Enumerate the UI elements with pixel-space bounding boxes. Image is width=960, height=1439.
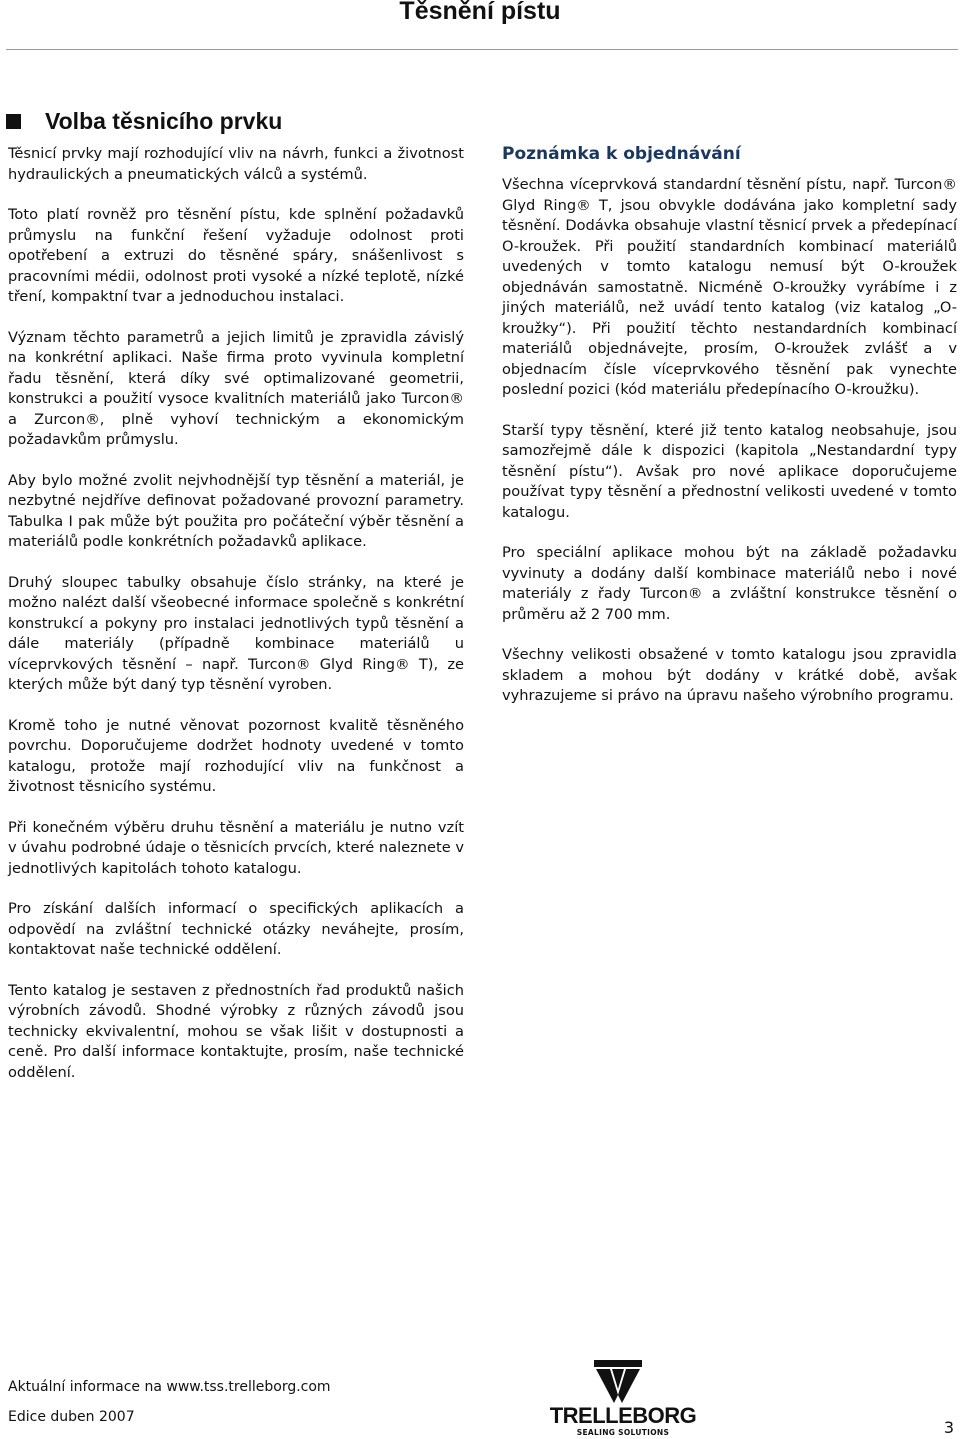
left-column xyxy=(8,144,464,1103)
footer-edition: Edice duben 2007 xyxy=(8,1409,135,1425)
logo-wordmark: TRELLEBORG xyxy=(549,1403,697,1428)
ordering-note-title: Poznámka k objednávání xyxy=(502,144,741,164)
header-divider xyxy=(6,49,958,50)
left-paragraph-2: Toto platí rovněž pro těsnění pístu, kde splnění požadavků průmyslu na funkční řešení vyžaduje odolnost proti opotřebení a extruzi do těsněné spáry, snášenlivost s pracovními médii, odolnost proti vysoké a nízké teplotě, nízké tření, kompaktní tvar a jednoduchou instalaci. xyxy=(8,206,464,305)
left-paragraph-1: Těsnicí prvky mají rozhodující vliv na návrh, funkci a životnost hydraulických a pneumatických válců a systémů. xyxy=(8,145,464,183)
trelleborg-logo-icon xyxy=(590,1359,646,1405)
page-title: Těsnění pístu xyxy=(399,0,561,25)
section-heading-block xyxy=(6,106,282,136)
left-paragraph-8: Pro získání dalších informací o specifických aplikacích a odpovědí na zvláštní technické otázky neváhejte, prosím, kontaktovat naše technické oddělení. xyxy=(8,900,464,958)
right-paragraph-3: Pro speciální aplikace mohou být na základě požadavku vyvinuty a dodány další kombinace materiálů nebo i nové materiály z řady Turcon® a zvláštní konstrukce těsnění o průměru až 2 700 mm. xyxy=(502,544,957,623)
square-bullet-icon xyxy=(6,114,21,129)
left-paragraph-6: Kromě toho je nutné věnovat pozornost kvalitě těsněného povrchu. Doporučujeme dodržet hodnoty uvedené v tomto katalogu, protože mají rozhodující vliv na funkčnost a životnost těsnicího systému. xyxy=(8,716,464,795)
right-paragraph-2: Starší typy těsnění, které již tento katalog neobsahuje, jsou samozřejmě dále k dispozici (kapitola „Nestandardní typy těsnění pístu“). Avšak pro nové aplikace doporučujeme používat typy těsnění a přednostní velikosti uvedené v tomto katalogu. xyxy=(502,421,957,521)
right-column xyxy=(502,142,957,727)
right-paragraph-4: Všechny velikosti obsažené v tomto katalogu jsou zpravidla skladem a mohou být dodány v krátké době, avšak vyhrazujeme si právo na úpravu našeho výrobního programu. xyxy=(502,646,957,704)
footer-website-link[interactable]: Aktuální informace na www.tss.trelleborg.com xyxy=(8,1379,331,1395)
logo-tagline: SEALING SOLUTIONS xyxy=(576,1428,670,1437)
trelleborg-logo xyxy=(548,1359,698,1439)
right-paragraph-1: Všechna víceprvková standardní těsnění pístu, např. Turcon® Glyd Ring® T, jsou obvykle dodávána jako kompletní sady těsnění. Dodávka obsahuje vlastní těsnicí prvek a předepínací O-kroužek. Při použití standardních kombinací materiálů uvedených v tomto katalogu nemusí být O-kroužek objednáván samostatně. Nicméně O-kroužky vyrábíme i z jiných materiálů, než uvádí tento katalog (viz katalog „O-kroužky“). Při použití těchto nestandardních kombinací materiálů objednávejte, prosím, O-kroužek zvlášť a v objednacím čísle víceprvkového těsnění pak vynechte poslední pozici (kód materiálu předepínacího O-kroužku). xyxy=(502,176,957,398)
section-heading: Volba těsnicího prvku xyxy=(45,108,283,134)
page-number: 3 xyxy=(943,1418,954,1437)
left-paragraph-9: Tento katalog je sestaven z přednostních řad produktů našich výrobních závodů. Shodné výrobky z různých závodů jsou technicky ekvivalentní, mohou se však lišit v dostupnosti a ceně. Pro další informace kontaktujte, prosím, naše technické oddělení. xyxy=(8,981,464,1081)
left-paragraph-5: Druhý sloupec tabulky obsahuje číslo stránky, na které je možno nalézt další všeobecné informace společně s konkrétní konstrukcí a pokyny pro instalaci jednotlivých typů těsnění a dále materiály (případně kombinace materiálů u víceprvkových těsnění – např. Turcon® Glyd Ring® T), ze kterých může být daný typ těsnění vyroben. xyxy=(8,573,464,693)
left-paragraph-7: Při konečném výběru druhu těsnění a materiálu je nutno vzít v úvahu podrobné údaje o těsnicích prvcích, které naleznete v jednotlivých kapitolách tohoto katalogu. xyxy=(8,818,464,877)
left-paragraph-4: Aby bylo možné zvolit nejvhodnější typ těsnění a materiál, je nezbytné nejdříve definovat požadované provozní parametry. Tabulka I pak může být použita pro počáteční výběr těsnění a materiálů podle konkrétních požadavků aplikace. xyxy=(8,471,464,550)
left-paragraph-3: Význam těchto parametrů a jejich limitů je zpravidla závislý na konkrétní aplikaci. Naše firma proto vyvinula kompletní řadu těsnění, která díky své optimalizované geometrii, konstrukci a použití vysoce kvalitních materiálů jako Turcon® a Zurcon®, plně vyhoví technickým a ekonomickým požadavkům průmyslu. xyxy=(8,328,464,448)
